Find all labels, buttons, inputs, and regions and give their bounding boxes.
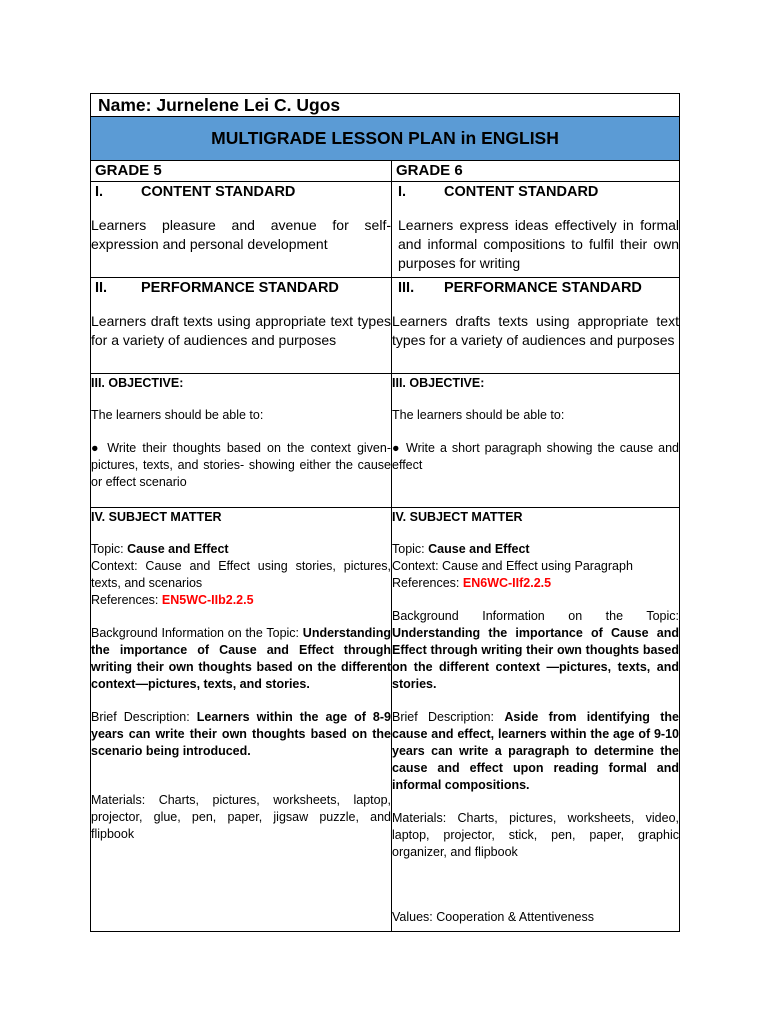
- topic-line: Topic: Cause and Effect: [392, 542, 530, 556]
- grade-5-content-standard: [91, 182, 392, 278]
- materials-line: Materials: Charts, pictures, worksheets, laptop, projector, glue, pen, paper, jigsaw puzzle, and flipbook: [91, 793, 391, 841]
- section-heading: I. CONTENT STANDARD: [398, 184, 599, 200]
- performance-standard-text: Learners drafts texts using appropriate text types for a variety of audiences and purposes: [392, 313, 679, 348]
- plan-title: MULTIGRADE LESSON PLAN in ENGLISH: [211, 128, 559, 148]
- grade-6-header: [392, 161, 680, 182]
- grade-6-content-standard: [392, 182, 680, 278]
- references-line: References: EN5WC-IIb2.2.5: [91, 593, 254, 607]
- grade-5-header: [91, 161, 392, 182]
- grade-6-subject-matter: [392, 508, 680, 932]
- section-heading: II. PERFORMANCE STANDARD: [95, 280, 339, 296]
- objective-heading: III. OBJECTIVE:: [392, 376, 485, 390]
- name-row: [91, 94, 680, 117]
- objective-intro: The learners should be able to:: [392, 408, 565, 422]
- grade-5-subject-matter: [91, 508, 392, 932]
- values-line: Values: Cooperation & Attentiveness: [392, 910, 594, 924]
- section-heading: I. CONTENT STANDARD: [95, 184, 296, 200]
- objective-bullet: ● Write their thoughts based on the context given-pictures, texts, and stories- showing either the cause or effect scenario: [91, 441, 391, 489]
- subject-matter-heading: IV. SUBJECT MATTER: [91, 510, 222, 524]
- grade-6-performance-standard: [392, 278, 680, 374]
- title-row: [91, 117, 680, 161]
- materials-line: Materials: Charts, pictures, worksheets, video, laptop, projector, stick, pen, paper, graphic organizer, and flipbook: [392, 811, 679, 859]
- grade-6-label: GRADE 6: [396, 162, 463, 179]
- subject-matter-heading: IV. SUBJECT MATTER: [392, 510, 523, 524]
- grade-5-performance-standard: [91, 278, 392, 374]
- section-heading: III. PERFORMANCE STANDARD: [398, 280, 642, 296]
- objective-bullet: ● Write a short paragraph showing the cause and effect: [392, 441, 679, 472]
- brief-description: Brief Description: Aside from identifying the cause and effect, learners within the age of 9-10 years can write a paragraph to determine the cause and effect upon reading formal and informal compositions.: [392, 710, 679, 792]
- objective-heading: III. OBJECTIVE:: [91, 376, 184, 390]
- context-line: Context: Cause and Effect using stories, pictures, texts, and scenarios: [91, 559, 391, 590]
- grade-5-label: GRADE 5: [95, 162, 162, 179]
- objective-intro: The learners should be able to:: [91, 408, 264, 422]
- grade-6-objective: [392, 374, 680, 508]
- performance-standard-text: Learners draft texts using appropriate text types for a variety of audiences and purposes: [91, 313, 391, 348]
- topic-line: Topic: Cause and Effect: [91, 542, 229, 556]
- background-info: Background Information on the Topic: Understanding the importance of Cause and Effect through writing their own thoughts based on the different context—pictures, texts, and stories.: [91, 626, 391, 691]
- content-standard-text: Learners pleasure and avenue for self-expression and personal development: [91, 217, 391, 252]
- grade-5-objective: [91, 374, 392, 508]
- references-line: References: EN6WC-IIf2.2.5: [392, 576, 552, 590]
- brief-description: Brief Description: Learners within the age of 8-9 years can write their own thoughts based on the scenario being introduced.: [91, 710, 391, 758]
- content-standard-text: Learners express ideas effectively in formal and informal compositions to fulfil their own purposes for writing: [398, 217, 679, 271]
- teacher-name: Name: Jurnelene Lei C. Ugos: [98, 95, 341, 115]
- lesson-plan-table: [90, 93, 680, 932]
- background-info: Background Information on the Topic: Understanding the importance of Cause and Effect through writing their own thoughts based on the different context —pictures, texts, and stories.: [392, 609, 679, 691]
- context-line: Context: Cause and Effect using Paragraph: [392, 559, 633, 573]
